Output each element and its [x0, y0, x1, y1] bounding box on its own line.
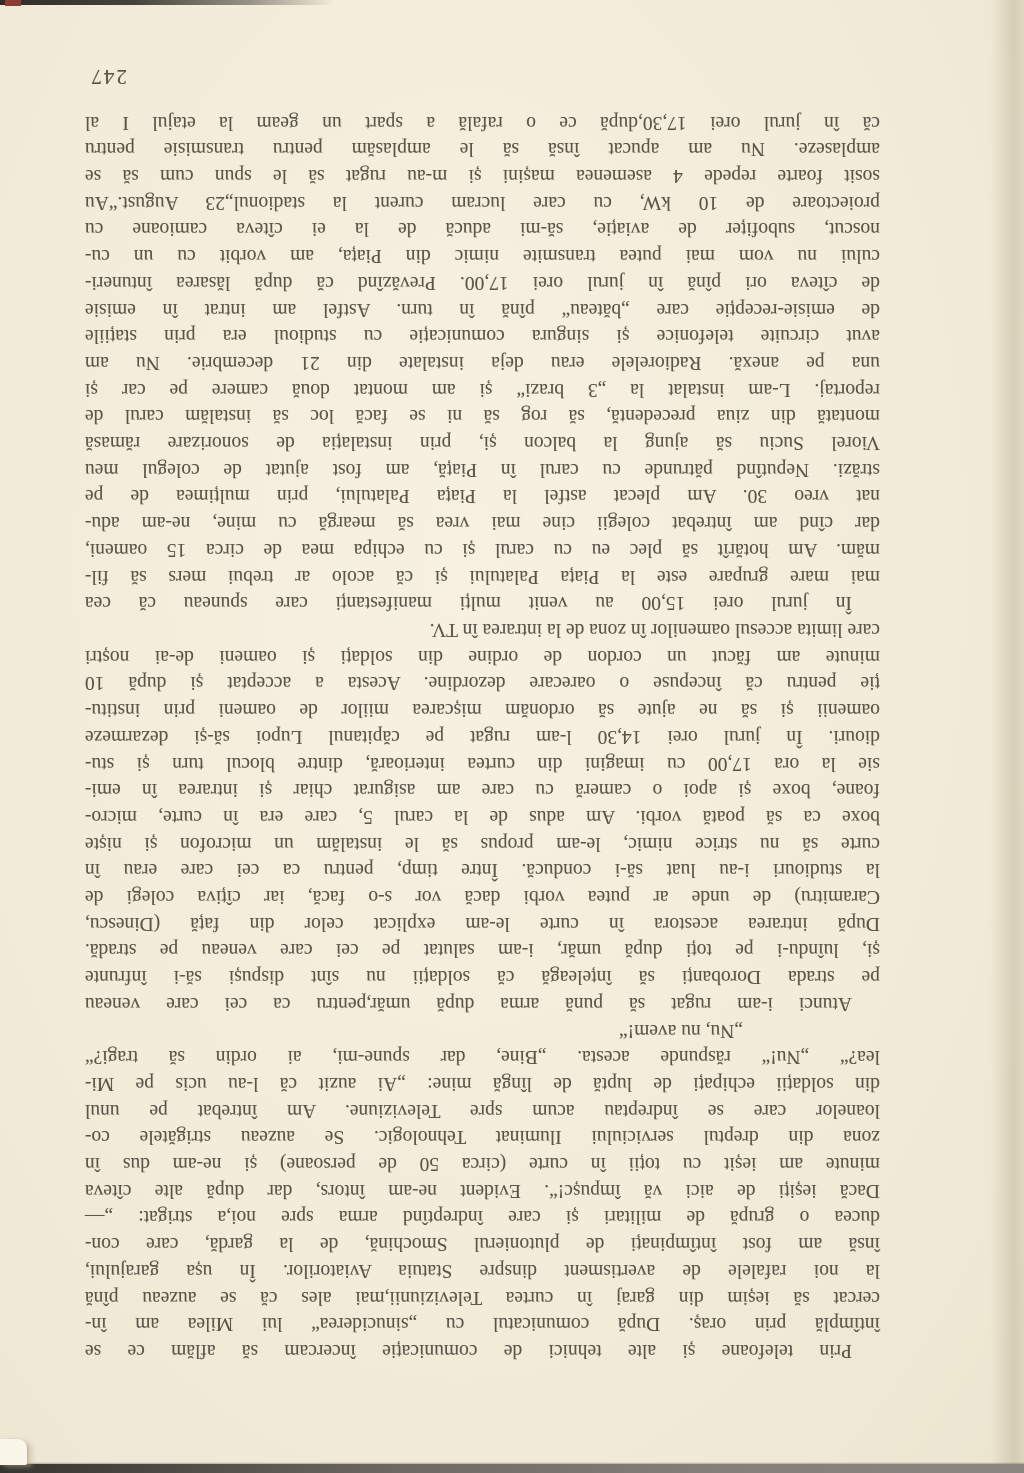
text-line: cului nu vom mai putea transmite nimic din Piața, am vorbit cu un cu- — [85, 245, 880, 267]
text-line: Atunci i-am rugat să pună arma după umăr,pentru ca cei care veneau — [85, 992, 852, 1014]
text-line: foane, boxe și apoi o cameră cu care am asigurat chiar și intrarea în emi- — [85, 779, 880, 801]
scan-edge-top — [0, 0, 335, 5]
text-line: întîmplă prin oraș. După comunicatul cu „sinuciderea“ lui Milea am în- — [85, 1313, 880, 1335]
scan-edge-red-mark — [5, 0, 21, 6]
text-line: ție pentru că începuse o oarecare dezordine. Acesta a acceptat și după 10 — [85, 672, 880, 694]
text-line: boxe ca să poată vorbi. Am adus de la carul 5, care era în curte, micro- — [85, 805, 880, 827]
text-line: montată din ziua precedentă, să rog să ni se facă loc să instalăm carul de — [85, 405, 880, 427]
text-line: de emisie-recepție care „băteau“ pînă în turn. Astfel am intrat în emisie — [85, 298, 880, 320]
text-line: care limita accesul oamenilor în zona de la intrarea în TV. — [429, 619, 880, 641]
text-line: minute am făcut un cordon de ordine din soldați și oameni de-ai noștri — [85, 645, 880, 667]
text-line: de cîteva ori pînă în jurul orei 17,00. Prevăzînd că după lăsarea întuneri- — [85, 271, 880, 293]
text-line: sosit foarte repede 4 asemenea mașini și m-au rugat să le spun cum să se — [85, 165, 880, 187]
text-line: că în jurul orei 17,30,după ce o rafală a spart un geam la etajul I al — [85, 111, 880, 133]
text-line: oamenii și să ne ajute să ordonăm mișcarea miilor de oameni prin institu- — [85, 699, 880, 721]
text-line: însă am fost întîmpinați de plutonierul Smochină, de la gardă, care con- — [85, 1233, 880, 1255]
page-corner-fold — [0, 1439, 27, 1465]
text-line: Prin telefoane și alte tehnici de comunicație încercam să aflăm ce se — [85, 1340, 852, 1361]
text-line: Dacă ieșiți de aici vă împușc!“. Evident ne-am întors, dar după alte cîteva — [85, 1179, 880, 1201]
text-line: avut circuite telefonice și singura comunicație cu studioul era prin stațiile — [85, 325, 880, 347]
text-line: lea?“ „Nu!“ răspunde acesta. „Bine, dar spune-mi, ai ordin să tragi?“ — [85, 1046, 880, 1068]
page-number: 247 — [89, 65, 127, 89]
page-text-block — [85, 108, 880, 1363]
text-line: măm. Am hotărît să plec eu cu carul și cu echipa mea de circa 15 oameni, — [85, 538, 880, 560]
text-line: Caramitru) de unde ar putea vorbi dacă vor s-o facă, iar cîțiva colegi de — [85, 886, 880, 908]
text-line: Viorel Suciu să ajung la balcon și, prin instalația de sonorizare rămasă — [85, 432, 880, 454]
text-line: cercat să ieșim din garaj în curtea Televiziunii,mai ales că se auzeau pînă — [85, 1286, 880, 1308]
text-line: proiectoare de 10 kW, cu care lucram curent la stadionul„23 August.“Au — [85, 191, 880, 213]
text-line: străzi. Neputînd pătrunde cu carul în Piață, am fost ajutat de colegul meu — [85, 458, 880, 480]
text-line: reportaj. L-am instalat la „3 brazi“ și am montat două camere pe car și — [85, 378, 880, 400]
text-line: amplaseze. Nu am apucat însă să le amplasăm pentru transmisie pentru — [85, 138, 880, 160]
scan-shadow-right — [990, 0, 1024, 1473]
text-line: nat vreo 30. Am plecat astfel la Piața Palatului, prin mulțimea de pe — [85, 485, 880, 507]
text-line: După intrarea acestora în curte le-am explicat celor din față (Dinescu, — [85, 912, 880, 934]
scan-edge-bottom — [0, 1464, 1024, 1473]
text-line: noscut, subofițer de aviație, să-mi aducă de la ei cîteva camioane cu — [85, 218, 880, 240]
text-line: minute am ieșit cu toții în curte (circa 50 de persoane) și ne-am dus în — [85, 1153, 880, 1175]
text-line: diouri. În jurul orei 14,30 l-am rugat pe căpitanul Lupoi să-și dezarmeze — [85, 725, 880, 747]
text-line: pe strada Dorobanți să înțeleagă că soldații nu sînt dispuși să-i înfrunte — [85, 966, 880, 988]
text-line: ducea o grupă de militari și care îndreptînd arma spre noi,a strigat: „— — [85, 1206, 880, 1228]
text-line: zona din dreptul serviciului Iluminat Tehnologic. Se auzeau strigătele co- — [85, 1126, 880, 1148]
text-line: „Nu, nu avem!“ — [619, 1019, 743, 1041]
text-line: și, luîndu-i pe toți după umăr, i-am salutat pe cei care veneau pe stradă. — [85, 939, 880, 961]
text-line: dar cînd am întrebat colegii cine mai vrea să meargă cu mine, ne-am adu- — [85, 512, 880, 534]
text-line: În jurul orei 15,00 au venit mulți manifestanți care spuneau că cea — [85, 592, 852, 614]
text-line: la studiouri i-au luat să-i conducă. Între timp, pentru ca cei care erau în — [85, 859, 880, 881]
text-line: mai mare grupare este la Piața Palatului și că acolo ar trebui mers să fil- — [85, 565, 880, 587]
text-line: sie la ora 17,00 cu imagini din curtea interioară, dintre blocul turn și stu- — [85, 752, 880, 774]
text-line: loanelor care se îndreptau acum spre Televiziune. Am întrebat pe unul — [85, 1099, 880, 1121]
text-line: la noi rafalele de avertisment dinspre Statuia Aviatorilor. În ușa garajului, — [85, 1259, 880, 1281]
text-line: curte să nu strice nimic, le-am propus să le instalăm un microfon și niște — [85, 832, 880, 854]
text-line: una pe anexă. Radiorelele erau deja instalate din 21 decembrie. Nu am — [85, 351, 880, 373]
text-line: din soldații echipați de luptă de lîngă mine: „Ai auzit că l-au ucis pe Mi- — [85, 1072, 880, 1094]
